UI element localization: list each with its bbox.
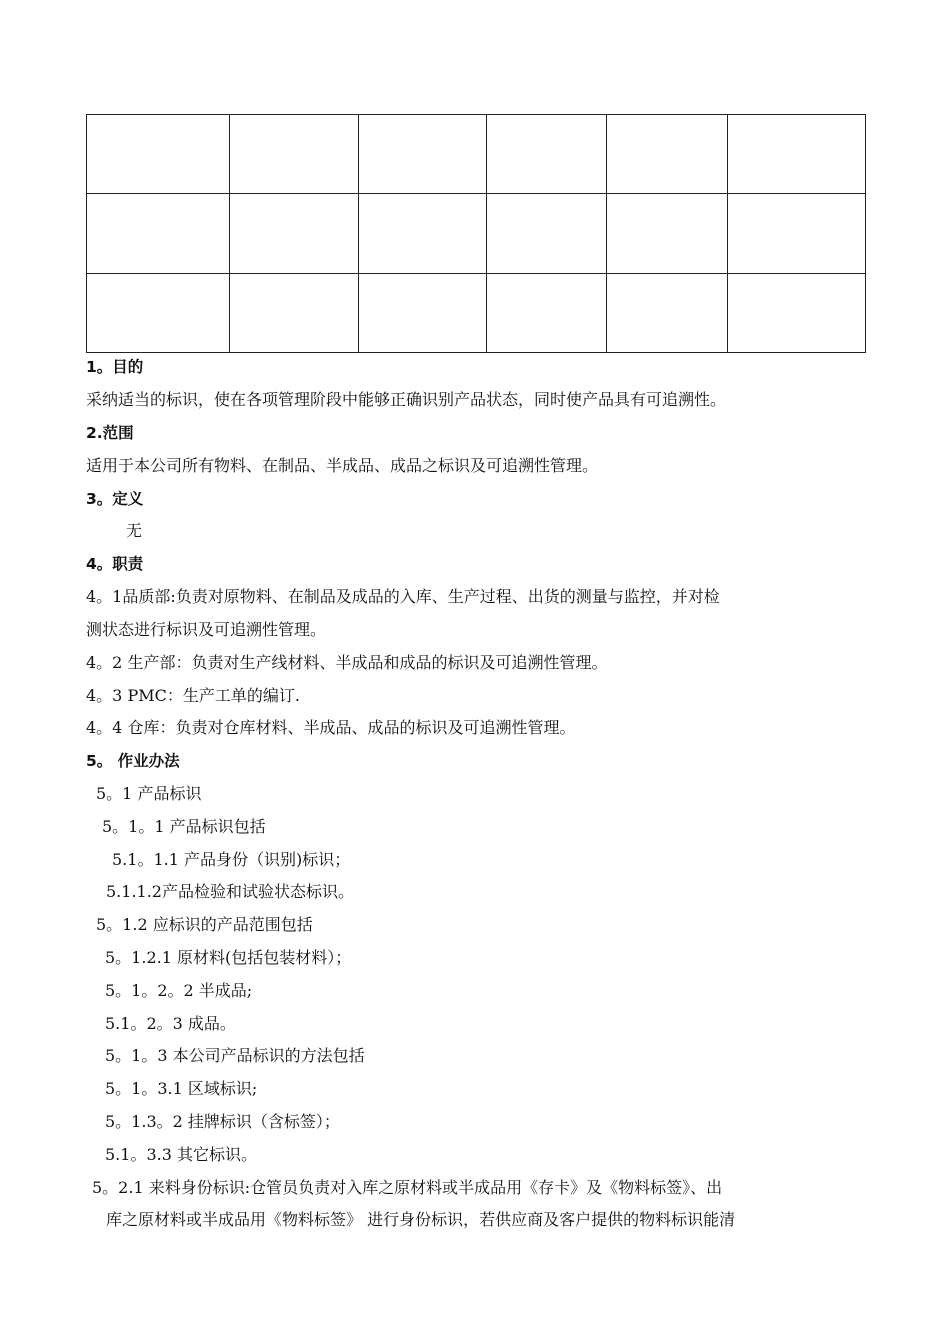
section-5-heading: 5。 作业办法: [86, 752, 180, 770]
table-cell: [487, 194, 607, 273]
section-5-1-1-1: 5.1。1.1 产品身份（识别)标识；: [112, 850, 351, 869]
table-cell: [359, 115, 487, 194]
section-5-1-2-3: 5.1。2。3 成品。: [105, 1014, 236, 1033]
section-4-3: 4。3 PMC：生产工单的编订.: [86, 686, 300, 705]
section-5-1-1-2: 5.1.1.2产品检验和试验状态标识。: [106, 882, 354, 901]
table-cell: [230, 273, 359, 352]
section-3-text: 无: [126, 521, 143, 540]
table-cell: [728, 194, 866, 273]
table-cell: [607, 115, 728, 194]
section-5-2-1-line1: 5。2.1 来料身份标识:仓管员负责对入库之原材料或半成品用《存卡》及《物料标签》、出: [92, 1178, 723, 1197]
table-row: [87, 273, 866, 352]
section-4-1-line1: 4。1品质部:负责对原物料、在制品及成品的入库、生产过程、出货的测量与监控，并对检: [86, 587, 720, 606]
section-4-2: 4。2 生产部：负责对生产线材料、半成品和成品的标识及可追溯性管理。: [86, 653, 608, 672]
section-4-heading: 4。职责: [86, 555, 144, 573]
section-5-1-3-3: 5.1。3.3 其它标识。: [105, 1145, 257, 1164]
section-5-1-2-2: 5。1。2。2 半成品;: [105, 981, 253, 1000]
table-row: [87, 194, 866, 273]
table-cell: [230, 194, 359, 273]
section-5-1-3-2: 5。1.3。2 挂牌标识（含标签）；: [105, 1112, 340, 1131]
section-5-1-3: 5。1。3 本公司产品标识的方法包括: [105, 1046, 365, 1065]
table-cell: [728, 273, 866, 352]
table-cell: [487, 273, 607, 352]
table-cell: [359, 194, 487, 273]
table-cell: [87, 194, 230, 273]
blank-form-table: [86, 114, 866, 353]
section-5-2-1-line2: 库之原材料或半成品用《物料标签》 进行身份标识，若供应商及客户提供的物料标识能清: [106, 1210, 736, 1229]
section-1-text: 采纳适当的标识，使在各项管理阶段中能够正确识别产品状态，同时使产品具有可追溯性。: [86, 390, 727, 409]
section-2-heading: 2.范围: [86, 424, 134, 442]
section-5-1-3-1: 5。1。3.1 区域标识;: [105, 1079, 258, 1098]
table-cell: [359, 273, 487, 352]
table-cell: [87, 115, 230, 194]
table-cell: [728, 115, 866, 194]
table-cell: [87, 273, 230, 352]
section-5-1-1: 5。1。1 产品标识包括: [102, 817, 266, 836]
table-cell: [607, 194, 728, 273]
section-5-1-2-1: 5。1.2.1 原材料(包括包装材料）；: [105, 948, 352, 967]
section-5-1: 5。1 产品标识: [96, 784, 202, 803]
section-3-heading: 3。定义: [86, 490, 144, 508]
section-4-4: 4。4 仓库：负责对仓库材料、半成品、成品的标识及可追溯性管理。: [86, 718, 576, 737]
table-cell: [487, 115, 607, 194]
section-4-1-line2: 测状态进行标识及可追溯性管理。: [86, 620, 327, 639]
section-1-heading: 1。目的: [86, 358, 144, 376]
table-row: [87, 115, 866, 194]
table-cell: [607, 273, 728, 352]
section-2-text: 适用于本公司所有物料、在制品、半成品、成品之标识及可追溯性管理。: [86, 456, 599, 475]
table-cell: [230, 115, 359, 194]
section-5-1-2: 5。1.2 应标识的产品范围包括: [96, 915, 313, 934]
